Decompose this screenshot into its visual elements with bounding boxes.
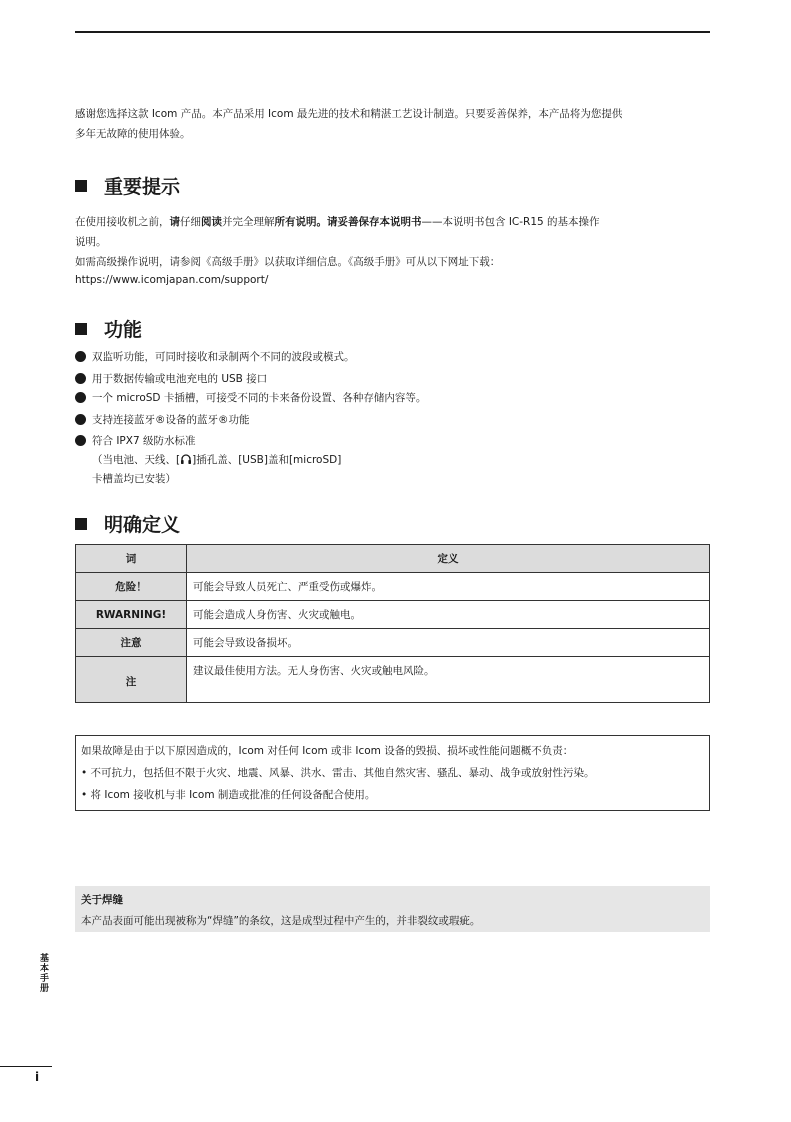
important-text: 仔细 (180, 216, 201, 228)
feature-text: 符合 IPX7 级防水标准 (92, 435, 196, 447)
intro-paragraph (75, 104, 715, 144)
feature-item (75, 348, 715, 367)
intro-line-2: 多年无故障的使用体验。 (75, 128, 191, 140)
definition-cell: 可能会导致人员死亡、严重受伤或爆炸。 (187, 573, 710, 601)
bottom-rule (0, 1066, 52, 1067)
term-cell: 注 (76, 657, 187, 703)
important-bold-text: 所有说明。请妥善保存本说明书 (274, 216, 422, 228)
important-bold-text: 请 (169, 216, 180, 228)
weld-note-box (75, 886, 710, 932)
feature-item (75, 432, 715, 489)
bullet-dot-icon (75, 435, 86, 446)
side-label: 基本手册 (38, 953, 48, 993)
feature-text: 双监听功能，可同时接收和录制两个不同的波段或模式。 (92, 351, 355, 363)
important-heading-text: 重要提示 (104, 176, 181, 198)
definition-cell: 可能会造成人身伤害、火灾或触电。 (187, 601, 710, 629)
top-rule (75, 31, 710, 33)
features-list (75, 348, 715, 489)
disclaimer-bullet: • 不可抗力，包括但不限于火灾、地震、风暴、洪水、雷击、其他自然灾害、骚乱、暴动、战争或放射性污染。 (81, 767, 595, 779)
important-paragraph-2: 如需高级操作说明，请参阅《高级手册》以获取详细信息。《高级手册》可从以下网址下载： (75, 256, 501, 268)
square-bullet-icon (75, 518, 87, 530)
table-row (76, 657, 710, 703)
term-cell: 注意 (76, 629, 187, 657)
disclaimer-box (75, 735, 710, 811)
term-cell: RWARNING! (76, 601, 187, 629)
column-header-term: 词 (76, 545, 187, 573)
feature-item (75, 370, 715, 389)
important-text: ——本说明书包含 IC-R15 的基本操作 (421, 216, 600, 228)
important-text: 在使用接收机之前， (75, 216, 170, 228)
feature-item (75, 411, 715, 430)
important-section (75, 212, 715, 288)
feature-subline: 卡槽盖均已安装） (92, 473, 176, 485)
feature-subline (92, 451, 715, 470)
table-row (76, 629, 710, 657)
definitions-heading (75, 510, 180, 537)
support-url: https://www.icomjapan.com/support/ (75, 274, 269, 286)
bullet-dot-icon (75, 392, 86, 403)
intro-line-1: 感谢您选择这款 Icom 产品。本产品采用 Icom 最先进的技术和精湛工艺设计制造。只要妥善保养，本产品将为您提供 (75, 108, 623, 120)
feature-text: 支持连接蓝牙®设备的蓝牙®功能 (92, 414, 250, 426)
disclaimer-intro: 如果故障是由于以下原因造成的，Icom 对任何 Icom 或非 Icom 设备的毁损、损坏或性能问题概不负责： (81, 745, 574, 757)
important-heading (75, 172, 180, 199)
important-text: 并完全理解 (222, 216, 275, 228)
definition-cell: 可能会导致设备损坏。 (187, 629, 710, 657)
feature-text: （当电池、天线、[ (92, 454, 181, 466)
bullet-dot-icon (75, 414, 86, 425)
definitions-heading-text: 明确定义 (104, 514, 181, 536)
column-header-definition: 定义 (187, 545, 710, 573)
weld-note-body: 本产品表面可能出现被称为“焊缝”的条纹，这是成型过程中产生的，并非裂纹或瑕疵。 (81, 915, 481, 927)
feature-item (75, 389, 715, 408)
disclaimer-bullet: • 将 Icom 接收机与非 Icom 制造或批准的任何设备配合使用。 (81, 789, 376, 801)
square-bullet-icon (75, 180, 87, 192)
table-row (76, 601, 710, 629)
headphone-icon (180, 453, 192, 465)
page-number: i (35, 1070, 40, 1084)
important-paragraph-1-cont: 说明。 (75, 236, 107, 248)
features-heading-text: 功能 (104, 319, 143, 341)
table-header-row (76, 545, 710, 573)
definitions-table (75, 544, 710, 703)
definition-cell: 建议最佳使用方法。无人身伤害、火灾或触电风险。 (187, 657, 710, 703)
weld-note-title: 关于焊缝 (81, 894, 123, 906)
features-heading (75, 315, 142, 342)
bullet-dot-icon (75, 351, 86, 362)
feature-text: 用于数据传输或电池充电的 USB 接口 (92, 373, 268, 385)
term-cell: 危险！ (76, 573, 187, 601)
important-bold-text: 阅读 (201, 216, 222, 228)
bullet-dot-icon (75, 373, 86, 384)
square-bullet-icon (75, 323, 87, 335)
important-paragraph-1 (75, 212, 715, 232)
table-row (76, 573, 710, 601)
feature-text: 一个 microSD 卡插槽，可接受不同的卡来备份设置、各种存储内容等。 (92, 392, 427, 404)
feature-text: ]插孔盖、[USB]盖和[microSD] (192, 454, 342, 466)
